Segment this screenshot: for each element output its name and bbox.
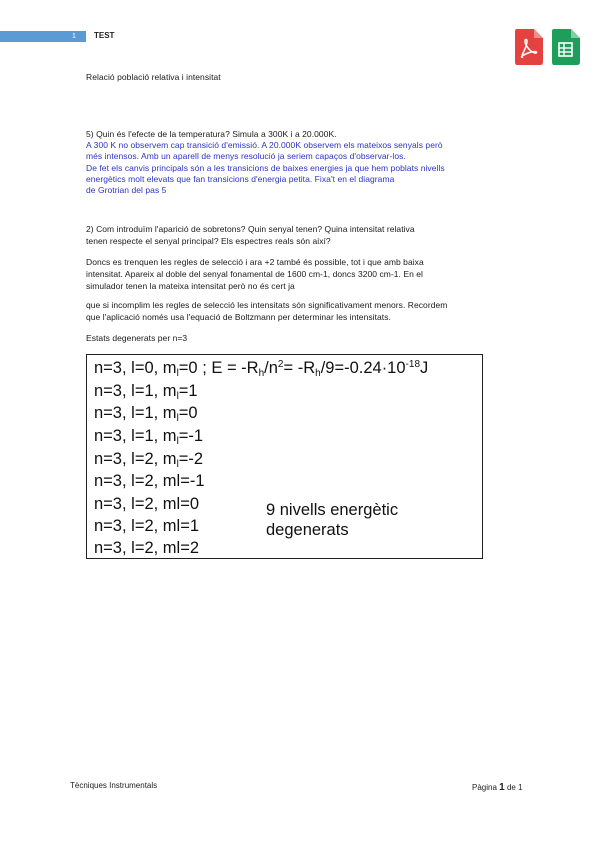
equation-line: n=3, l=2, ml=2: [94, 539, 200, 557]
footer-page-indicator: Pàgina 1 de 1: [472, 782, 523, 793]
equation-line: n=3, l=2, $m_l=-2$: [94, 450, 204, 470]
answer-2b-line: que l'aplicació només usa l'equació de Boltzmann per determinar les intensitats.: [86, 312, 391, 322]
answer-5-line: més intensos. Amb un aparell de menys resolució ja seriem capaços d'observar-los.: [86, 151, 406, 161]
equation-line: n=3, l=2, ml=0: [94, 495, 200, 513]
answer-2b-line: que si incomplim les regles de selecció les intensitats són significativament menors. Recordem: [86, 300, 448, 310]
answer-2-line: intensitat. Apareix al doble del senyal fonamental de 1600 cm-1, doncs 3200 cm-1. En el: [86, 269, 423, 279]
answer-5-line: de Grotrian del pas 5: [86, 185, 167, 195]
equation-line: n=3, l=2, ml=-1: [94, 472, 205, 490]
states-label: Estats degenerats per n=3: [86, 333, 188, 343]
question-2-line: tenen respecte el senyal principal? Els espectres reals són així?: [86, 236, 331, 246]
document-title: Relació població relativa i intensitat: [86, 72, 221, 82]
answer-5-line: De fet els canvis principals són a les transicions de baixes energies ja que hem poblats nivells: [86, 163, 445, 173]
spreadsheet-export-icon[interactable]: [549, 28, 581, 66]
header-page-number: 1: [72, 33, 76, 40]
equation-line: n=3, l=1, $m_l=1$: [94, 382, 198, 402]
equation-line: n=3, l=1, $m_l=-1$: [94, 427, 204, 447]
question-5: 5) Quin és l'efecte de la temperatura? Simula a 300K i a 20.000K.: [86, 129, 337, 139]
pdf-export-icon[interactable]: [512, 28, 544, 66]
answer-5-line: A 300 K no observem cap transició d'emissió. A 20.000K observem els mateixos senyals però: [86, 140, 443, 150]
answer-2-line: simulador tenen la mateixa intensitat però no és cert ja: [86, 281, 295, 291]
equation-line: n=3, l=1, $m_l=0$: [94, 404, 198, 424]
equation-line: n=3, l=2, ml=1: [94, 517, 200, 535]
question-2-line: 2) Com introduïm l'aparició de sobretons? Quin senyal tenen? Quina intensitat relativa: [86, 224, 415, 234]
equation-line: n=3, l=0, $m_l=0$ ; $E = -R_h/n^2= -R_h/9=-0.24\cdot 10^{-18}J$: [94, 359, 429, 379]
header-title: TEST: [94, 31, 115, 40]
answer-5-line: energètics molt elevats que fan transicions d'energia petita. Fixa't en el diagrama: [86, 174, 395, 184]
answer-2-line: Doncs es trenquen les regles de selecció i ara +2 també és possible, tot i que amb baixa: [86, 257, 424, 267]
degenerate-states-figure: [86, 354, 483, 559]
degenerate-note: 9 nivells energètic degenerats: [266, 501, 399, 539]
footer-course-name: Tècniques Instrumentals: [70, 781, 158, 790]
